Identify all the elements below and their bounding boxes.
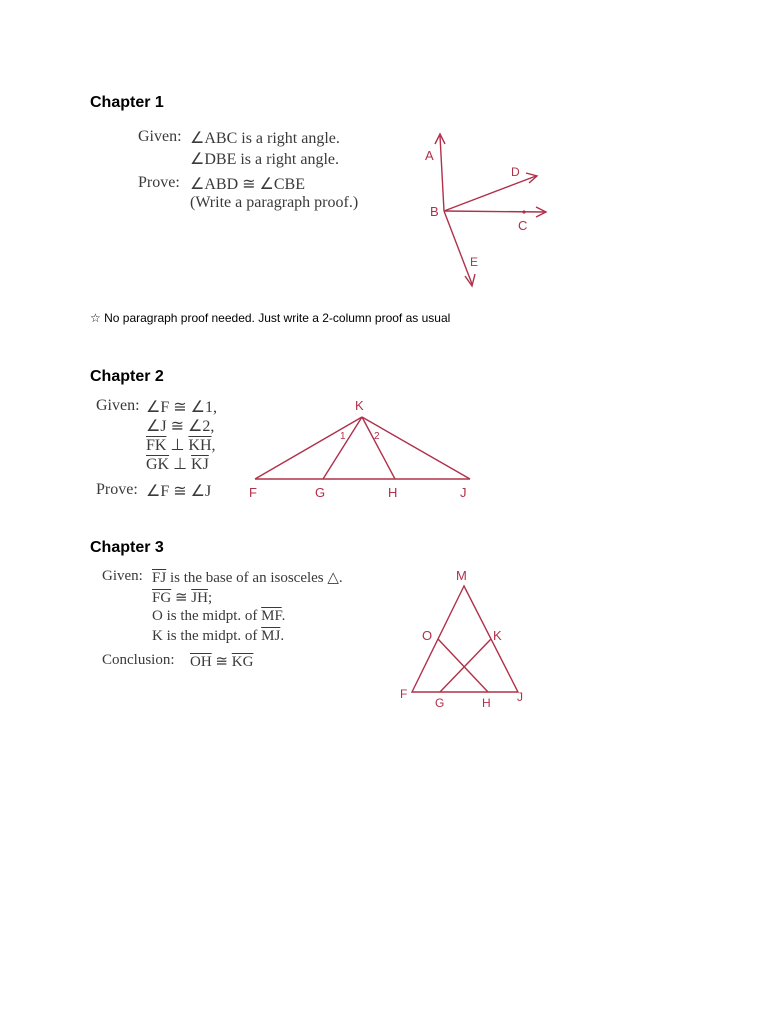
segment-FK bbox=[255, 417, 362, 479]
segment-FK: $\overline{FK}$ bbox=[146, 437, 167, 454]
given-line-1-rest: is the base of an isosceles △. bbox=[169, 570, 343, 586]
label-H: H bbox=[388, 485, 398, 500]
label-E: E bbox=[470, 255, 479, 269]
label-D: D bbox=[511, 165, 520, 179]
chapter-2-heading: Chapter 2 bbox=[90, 368, 164, 385]
given-line-2: ∠J ≅ ∠2, bbox=[146, 418, 215, 435]
given-line-1: ∠ABC is a right angle. bbox=[190, 130, 340, 147]
ray-BC bbox=[444, 211, 545, 212]
prove-label: Prove: bbox=[138, 174, 180, 191]
chapter-1-heading: Chapter 1 bbox=[90, 94, 164, 111]
segment-KJ: $\overline{KJ}$ bbox=[191, 456, 209, 473]
chapter-1-problem bbox=[138, 128, 388, 218]
point-C-dot bbox=[522, 210, 525, 213]
segment-FG: $\overline{FG}$ bbox=[152, 590, 172, 606]
chapter-1-diagram bbox=[420, 128, 560, 293]
label-G: G bbox=[435, 696, 445, 710]
ray-BA bbox=[440, 136, 444, 211]
prove-statement: ∠ABD ≅ ∠CBE bbox=[190, 176, 305, 193]
perp-symbol: ⊥ bbox=[170, 437, 185, 454]
segment-KG bbox=[440, 639, 491, 692]
given-line-2: ∠DBE is a right angle. bbox=[190, 151, 339, 168]
chapter-3-diagram bbox=[398, 566, 533, 716]
label-K: K bbox=[355, 398, 364, 413]
segment-OH: $\overline{OH}$ bbox=[190, 654, 212, 670]
segment-OH bbox=[438, 639, 488, 692]
congruent-symbol: ≅ bbox=[215, 654, 228, 670]
conclusion-label: Conclusion: bbox=[102, 652, 175, 668]
note-text: ☆ No paragraph proof needed. Just write a 2-column proof as usual bbox=[90, 311, 451, 325]
ray-BD bbox=[444, 176, 536, 211]
label-A: A bbox=[425, 148, 434, 163]
chapter-2-diagram bbox=[240, 395, 480, 505]
given-line-1 bbox=[152, 568, 343, 587]
given-line-3 bbox=[146, 435, 216, 455]
given-line-1: ∠F ≅ ∠1, bbox=[146, 399, 217, 416]
given-line-3-text: O is the midpt. of bbox=[152, 608, 258, 624]
segment-KH: $\overline{KH}$ bbox=[188, 437, 212, 454]
label-F: F bbox=[249, 485, 257, 500]
given-label: Given: bbox=[102, 568, 143, 584]
label-K: K bbox=[493, 628, 502, 643]
label-angle-1: 1 bbox=[340, 431, 346, 442]
given-label: Given: bbox=[96, 397, 140, 414]
segment-MJ: $\overline{MJ}$ bbox=[261, 628, 281, 644]
ray-BE bbox=[444, 211, 472, 284]
label-F: F bbox=[400, 687, 408, 701]
segment-MF: $\overline{MF}$ bbox=[261, 608, 282, 624]
label-angle-2: 2 bbox=[374, 431, 380, 442]
label-G: G bbox=[315, 485, 326, 500]
given-line-4 bbox=[146, 454, 209, 474]
label-J: J bbox=[517, 690, 523, 704]
chapter-3-heading: Chapter 3 bbox=[90, 539, 164, 556]
perp-symbol: ⊥ bbox=[173, 456, 188, 473]
chapter-3-problem bbox=[102, 568, 402, 673]
given-label: Given: bbox=[138, 128, 182, 145]
label-B: B bbox=[430, 204, 439, 219]
chapter-1-note bbox=[90, 311, 450, 325]
given-line-2 bbox=[152, 588, 212, 607]
label-H: H bbox=[482, 696, 491, 710]
comma: , bbox=[211, 437, 216, 454]
label-J: J bbox=[460, 485, 467, 500]
prove-note: (Write a paragraph proof.) bbox=[190, 194, 359, 211]
period: . bbox=[281, 608, 286, 624]
segment-FJ: $\overline{FJ}$ bbox=[152, 570, 167, 586]
period: . bbox=[280, 628, 285, 644]
chapter-2-problem bbox=[96, 397, 256, 502]
label-C: C bbox=[518, 218, 528, 233]
label-O: O bbox=[422, 628, 433, 643]
prove-statement: ∠F ≅ ∠J bbox=[146, 483, 212, 500]
segment-KG: $\overline{KG}$ bbox=[231, 654, 254, 670]
segment-KG bbox=[323, 417, 362, 479]
label-M: M bbox=[456, 568, 467, 583]
given-line-4-text: K is the midpt. of bbox=[152, 628, 258, 644]
given-line-4 bbox=[152, 628, 284, 645]
given-line-3 bbox=[152, 608, 285, 625]
segment-GK: $\overline{GK}$ bbox=[146, 456, 170, 473]
conclusion-statement bbox=[190, 652, 253, 671]
prove-label: Prove: bbox=[96, 481, 138, 498]
congruent-symbol: ≅ bbox=[174, 590, 188, 606]
semicolon: ; bbox=[207, 590, 213, 606]
segment-JH: $\overline{JH}$ bbox=[191, 590, 208, 606]
